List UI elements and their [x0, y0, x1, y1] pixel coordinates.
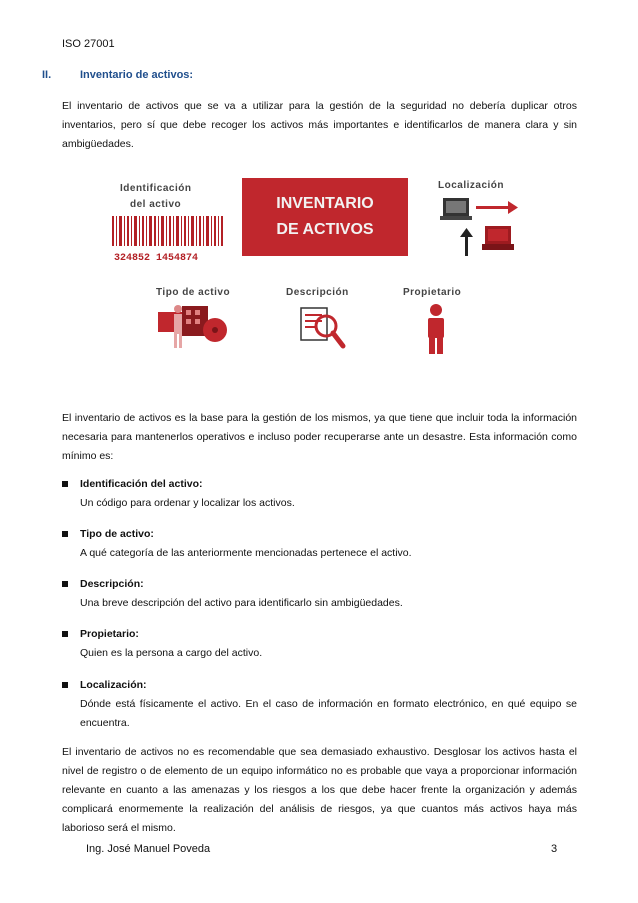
bullet-title: Descripción:: [80, 578, 144, 590]
banner-background: [242, 178, 408, 256]
location-label: Localización: [438, 180, 505, 191]
bullet-title: Identificación del activo:: [80, 478, 203, 490]
section-number: II.: [42, 69, 52, 81]
barcode-number: 324852 1454874: [114, 253, 199, 264]
base-paragraph: El inventario de activos es la base para la gestión de los mismos, ya que tiene que incluir toda la información necesaria para mantenerlos operativos e incluso poder recuperarse ante un desastre. Esta información como mínimo es:: [62, 412, 577, 462]
asset-types-icon: [158, 305, 227, 348]
id-label-line2: del activo: [130, 199, 182, 210]
list-item: [62, 525, 577, 565]
list-item: [62, 475, 577, 515]
inventory-illustration: [90, 170, 540, 370]
bullet-square-icon: [62, 481, 68, 487]
barcode-icon: [112, 216, 223, 246]
bullet-title: Localización:: [80, 679, 147, 691]
list-item: [62, 575, 577, 615]
footer-author: Ing. José Manuel Poveda: [86, 843, 211, 855]
bullet-square-icon: [62, 682, 68, 688]
bullet-description: Un código para ordenar y localizar los activos.: [80, 497, 295, 509]
bullet-square-icon: [62, 531, 68, 537]
section-title: Inventario de activos:: [80, 69, 194, 81]
owner-label: Propietario: [403, 287, 462, 298]
page-number: 3: [551, 843, 558, 855]
magnifier-document-icon: [301, 308, 343, 346]
description-label: Descripción: [286, 287, 349, 298]
bullet-description: Una breve descripción del activo para identificarlo sin ambigüedades.: [80, 597, 403, 609]
arrow-up-icon: [460, 228, 473, 256]
person-icon: [428, 304, 444, 354]
intro-paragraph: El inventario de activos que se va a utilizar para la gestión de la seguridad no debería duplicar otros inventarios, pero sí que debe recoger los activos más importantes e identificarlos de manera clara y sin ambigüedades.: [62, 100, 577, 150]
bullet-square-icon: [62, 631, 68, 637]
type-label: Tipo de activo: [156, 287, 231, 298]
closing-paragraph: El inventario de activos no es recomendable que sea demasiado exhaustivo. Desglosar los activos hasta el nivel de registro o de elemento de un equipo informático no es probable que vaya a proporcionar información relevante en cuanto a las amenazas y los riesgos a los que debe hacer frente la organización y además complicará enormemente la realización del análisis de riesgos, ya que cuantos más activos haya más laborioso será el mismo.: [62, 746, 577, 834]
bullet-description: Dónde está físicamente el activo. En el caso de información en formato electrónico, en qué equipo se encuentra.: [80, 698, 577, 729]
computer-red-icon: [482, 226, 514, 250]
bullet-square-icon: [62, 581, 68, 587]
bullet-description: Quien es la persona a cargo del activo.: [80, 647, 263, 659]
id-label-line1: Identificación: [120, 183, 192, 194]
banner-line2: DE ACTIVOS: [276, 221, 374, 238]
bullet-description: A qué categoría de las anteriormente mencionadas pertenece el activo.: [80, 547, 412, 559]
bullet-title: Propietario:: [80, 628, 139, 640]
computer-icon: [440, 198, 472, 220]
arrow-right-icon: [476, 201, 518, 214]
running-header: ISO 27001: [62, 38, 115, 50]
banner-line1: INVENTARIO: [276, 195, 374, 212]
list-item: [62, 625, 577, 665]
list-item: [62, 676, 577, 736]
bullet-title: Tipo de activo:: [80, 528, 154, 540]
